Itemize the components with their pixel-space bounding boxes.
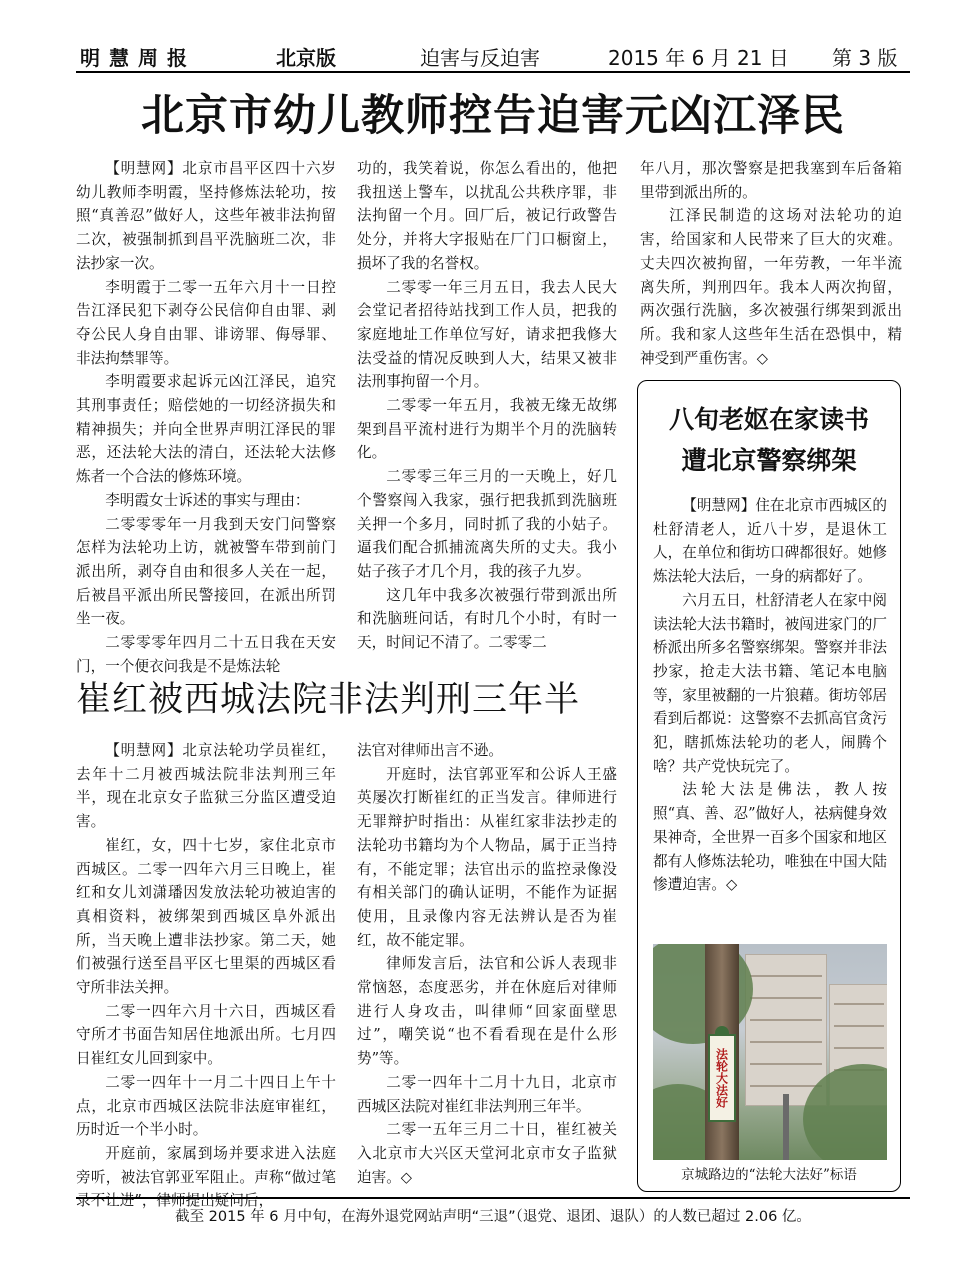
article-1-paragraph: 李明霞女士诉述的事实与理由： [105,491,310,509]
article-1-paragraph: 功的，我笑着说，你怎么看出的，他把我扭送上警车，以扰乱公共秩序罪，非法拘留一个月。回厂后，被记行政警告处分，并将大字报贴在厂门口橱窗上，损坏了我的名誉权。 [357,160,617,272]
edition-label: 北京版 [276,46,336,70]
article-2-paragraph: 二零一四年六月十六日，西城区看守所才书面告知居住地派出所。七月四日崔红女儿回到家中。 [76,1002,336,1068]
banner-top-cap [715,1026,729,1036]
article-2-paragraph: 【明慧网】北京法轮功学员崔红，去年十二月被西城法院非法判刑三年半，现在北京女子监狱三分监区遭受迫害。 [76,742,336,831]
article-2-paragraph: 法官对律师出言不逊。 [357,742,503,759]
publication-name: 明慧周报 [80,46,196,70]
article-1-column-2 [357,157,617,655]
article-1-paragraph: 这几年中我多次被强行带到派出所和洗脑班问话，有时几个小时，有时一天，时间记不清了。二零零二 [357,586,617,652]
article-1-paragraph: 二零零零年一月我到天安门问警察怎样为法轮功上访，就被警车带到前门派出所，剥夺自由和很多人关在一起，后被昌平派出所民警接回，在派出所罚坐一夜。 [76,515,336,628]
article-2-title: 崔红被西城法院非法判刑三年半 [76,680,581,720]
article-2-paragraph: 二零一四年十二月十九日，北京市西城区法院对崔红非法判刑三年半。 [357,1073,617,1115]
article-2-paragraph: 二零一四年十一月二十四日上午十点，北京市西城区法院非法庭审崔红，历时近一个半小时。 [76,1073,336,1139]
article-1-title: 北京市幼儿教师控告迫害元凶江泽民 [141,91,845,141]
falun-dafa-banner [708,1034,736,1122]
article-1-paragraph: 江泽民制造的这场对法轮功的迫害，给国家和人民带来了巨大的灾难。丈夫四次被拘留，一年劳教，一年半流离失所，判刑四年。我本人两次拘留，两次强行洗脑，多次被强行绑架到派出所。我和家人这些年生活在恐惧中，精神受到严重伤害。◇ [640,207,902,367]
article-1-paragraph: 二零零三年三月的一天晚上，好几个警察闯入我家，强行把我抓到洗脑班关押一个多月，同时抓了我的小姑子。逼我们配合抓捕流离失所的丈夫。我小姑子孩子才几个月，我的孩子九岁。 [357,468,617,580]
article-2-paragraph: 崔红，女，四十七岁，家住北京市西城区。二零一四年六月三日晚上，崔红和女儿刘潇璠因发放法轮功被迫害的真相资料，被绑架到西城区阜外派出所，当天晚上遭非法抄家。第二天，她们被强行送至昌平区七里渠的西城区看守所非法关押。 [76,836,336,997]
sidebar-paragraph: 六月五日，杜舒清老人在家中阅读法轮大法书籍时，被闯进家门的厂桥派出所多名警察绑架。警察并非法抄家，抢走大法书籍、笔记本电脑等，家里被翻的一片狼藉。街坊邻居看到后都说：这警察不去抓高官贪污犯，瞎抓炼法轮功的老人，闹腾个啥？共产党快玩完了。 [653,591,887,775]
article-2-paragraph: 开庭前，家属到场并要求进入法庭旁听，被法官郭亚军阻止。声称“做过笔录不让进”，律师提出疑问后， [76,1144,336,1210]
sidebar-article-box [637,380,901,1192]
sidebar-title-line-2: 遭北京警察绑架 [681,446,857,475]
article-2-paragraph: 律师发言后，法官和公诉人表现非常恼怒，态度恶劣，并在休庭后对律师进行人身攻击，叫律师“回家面壁思过”，嘲笑说“也不看看现在是什么形势”等。 [357,955,617,1068]
sidebar-paragraph: 【明慧网】住在北京市西城区的杜舒清老人，近八十岁，是退休工人，在单位和街坊口碑都很好。她修炼法轮大法后，一身的病都好了。 [653,497,887,586]
sidebar-title-line-1: 八旬老妪在家读书 [668,405,869,434]
street-lamp-pole [783,1094,789,1160]
article-2-column-1 [76,739,336,1213]
article-1-column-1 [76,157,336,678]
section-label: 迫害与反迫害 [420,46,540,70]
sidebar-paragraph: 法轮大法是佛法，教人按照“真、善、忍”做好人，祛病健身效果神奇，全世界一百多个国家和地区都有人修炼法轮功，唯独在中国大陆惨遭迫害。◇ [653,781,887,894]
article-1-paragraph: 年八月，那次警察是把我塞到车后备箱里带到派出所的。 [640,160,902,201]
footer-notice: 截至 2015 年 6 月中旬，在海外退党网站声明“三退”（退党、退团、退队）的人数已超过 2.06 亿。 [175,1209,811,1225]
issue-date: 2015 年 6 月 21 日 [608,46,789,70]
footer-rule [76,1197,910,1199]
page-number: 第 3 版 [832,46,898,70]
article-2-column-2 [357,739,617,1189]
sidebar-article-title [638,399,900,481]
article-1-paragraph: 二零零一年五月，我被无缘无故绑架到昌平流村进行为期半个月的洗脑转化。 [357,397,617,462]
article-1-column-3 [640,157,902,370]
photo-caption: 京城路边的“法轮大法好”标语 [681,1167,857,1183]
street-banner-photo [653,944,887,1160]
apartment-building [745,954,827,1106]
page-header [76,38,910,70]
header-rule [76,71,910,73]
sidebar-article-body [653,494,887,897]
article-2-paragraph: 二零一五年三月二十日，崔红被关入北京市大兴区天堂河北京市女子监狱迫害。◇ [357,1121,617,1186]
article-1-paragraph: 二零零一年三月五日，我去人民大会堂记者招待站找到工作人员，把我的家庭地址工作单位写好，请求把我修大法受益的情况反映到人大，结果又被非法刑事拘留一个月。 [357,278,617,391]
article-1-paragraph: 【明慧网】北京市昌平区四十六岁幼儿教师李明霞，坚持修炼法轮功，按照“真善忍”做好人，这些年被非法拘留二次，被强制抓到昌平洗脑班二次，非法抄家一次。 [76,160,336,272]
article-1-paragraph: 二零零零年四月二十五日我在天安门，一个便衣问我是不是炼法轮 [76,634,336,675]
article-2-paragraph: 开庭时，法官郭亚军和公诉人王盛英屡次打断崔红的正当发言。律师进行无罪辩护时指出：从崔红家非法抄走的法轮功书籍均为个人物品，属于正当持有，不能定罪；法官出示的监控录像没有相关部门的确认证明，不能作为证据使用，且录像内容无法辨认是否为崔红，故不能定罪。 [357,765,617,949]
article-1-paragraph: 李明霞要求起诉元凶江泽民，追究其刑事责任；赔偿她的一切经济损失和精神损失；并向全世界声明江泽民的罪恶，还法轮大法的清白，还法轮大法修炼者一个合法的修炼环境。 [76,373,336,486]
banner-text: 法轮大法好 [714,1048,729,1108]
article-1-paragraph: 李明霞于二零一五年六月十一日控告江泽民犯下剥夺公民信仰自由罪、剥夺公民人身自由罪、诽谤罪、侮辱罪、非法拘禁罪等。 [76,278,336,367]
